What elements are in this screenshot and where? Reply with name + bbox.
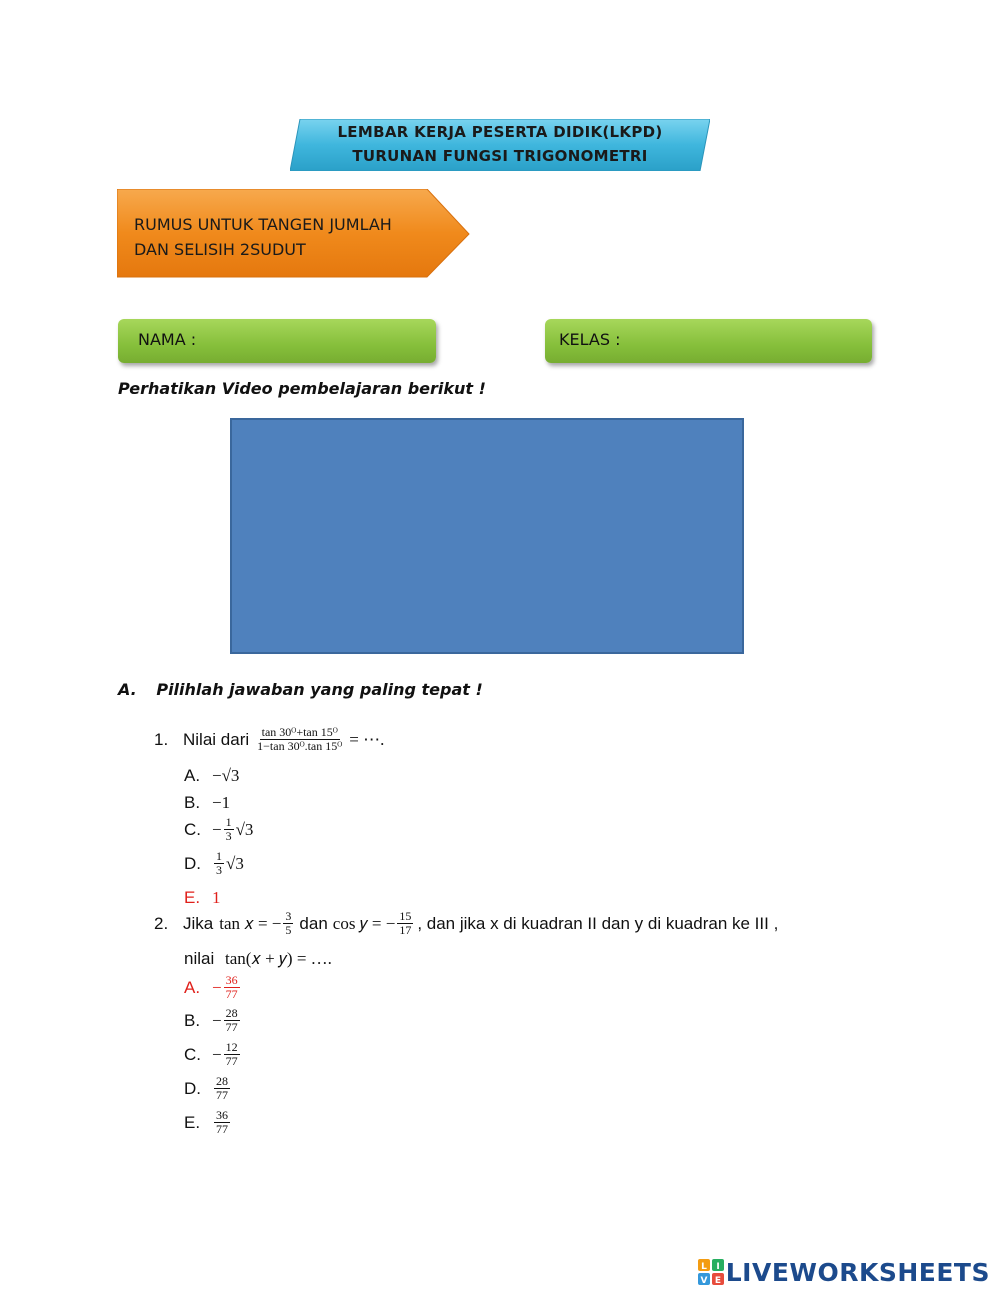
option-fraction [224,974,240,1001]
q1-prefix: Nilai dari [183,729,250,749]
option-minus: − [212,766,222,785]
kelas-field[interactable] [545,319,872,363]
option-letter: C. [184,819,201,839]
q2-tan-numerator: 3 [285,909,292,923]
q2-tan-fraction [283,910,293,937]
option-sqrt: √3 [226,853,244,873]
liveworksheets-logo-text: LIVEWORKSHEETS [725,1257,990,1287]
topic-line-2: DAN SELISIH 2SUDUT [134,240,306,259]
logo-mark-letter: L [700,1262,707,1272]
liveworksheets-logo[interactable] [698,1257,990,1287]
option-denominator: 77 [225,1054,238,1068]
option-fraction [214,1109,230,1136]
option-letter: B. [184,793,201,812]
q1-option-e[interactable] [184,888,221,908]
title-line-1: LEMBAR KERJA PESERTA DIDIK(LKPD) [337,123,663,141]
q1-fraction-denominator: 1−tan 30ᴼ.tan 15ᴼ [257,739,343,753]
q1-fraction [255,726,344,753]
title-banner [290,119,710,171]
logo-mark-letter: I [716,1262,720,1272]
option-numerator: 1 [225,815,232,829]
question-1 [154,726,384,753]
title-line-2: TURUNAN FUNGSI TRIGONOMETRI [352,147,648,165]
q2-cos-numerator: 15 [399,909,412,923]
option-fraction [214,850,224,877]
q2-cos-fraction [397,910,413,937]
logo-mark-letter: V [700,1276,708,1285]
option-value: 1 [212,888,221,907]
q2-line-2 [184,949,332,969]
option-minus: − [212,819,222,839]
q2-option-b[interactable] [184,1007,242,1034]
section-a-label: A. [118,680,137,699]
logo-mark-letter: E [714,1276,721,1285]
option-fraction [224,1041,240,1068]
option-letter: D. [184,1078,201,1098]
option-denominator: 3 [225,829,232,843]
option-denominator: 77 [225,987,238,1001]
topic-arrow-shape [117,189,471,279]
option-letter: A. [184,766,201,785]
q2-part1: Jika [183,913,214,933]
topic-line-1: RUMUS UNTUK TANGEN JUMLAH [134,215,392,234]
q2-cos-denominator: 17 [399,923,412,937]
liveworksheets-logo-icon [698,1259,724,1285]
q2-expression: tan(𝑥 + 𝑦) = …. [224,949,332,968]
q2-option-a[interactable] [184,974,242,1001]
section-a-title: Pilihlah jawaban yang paling tepat ! [156,680,483,699]
q2-option-c[interactable] [184,1041,242,1068]
option-numerator: 36 [216,1108,228,1122]
q1-number: 1. [154,729,169,749]
video-instruction: Perhatikan Video pembelajaran berikut ! [118,379,486,398]
video-player[interactable] [230,418,744,654]
q2-part2: , dan jika x di kuadran II dan y di kuadran ke III , [417,913,779,933]
option-letter: B. [184,1010,201,1030]
option-letter: D. [184,853,201,873]
option-denominator: 77 [216,1122,228,1136]
question-2 [154,910,778,937]
option-letter: E. [184,888,201,907]
option-numerator: 1 [216,849,222,863]
option-denominator: 77 [216,1088,228,1102]
q1-option-d[interactable] [184,850,244,877]
q1-option-a[interactable] [184,766,239,786]
nama-label: NAMA : [138,330,197,349]
option-denominator: 3 [216,863,222,877]
option-minus: − [212,1044,222,1064]
option-numerator: 12 [225,1040,238,1054]
option-value: −1 [212,793,231,812]
q2-tan-denominator: 5 [285,923,292,937]
option-minus: − [212,1010,222,1030]
q2-cos-y: cos 𝑦 = − [332,913,396,933]
q2-option-d[interactable] [184,1075,232,1102]
option-numerator: 28 [225,1006,238,1020]
option-sqrt: √3 [221,766,240,785]
topic-arrow [117,189,471,279]
option-letter: C. [184,1044,201,1064]
option-numerator: 28 [216,1074,228,1088]
option-minus: − [212,977,222,997]
option-denominator: 77 [225,1020,238,1034]
q2-dan: dan [299,913,328,933]
q2-option-e[interactable] [184,1109,232,1136]
nama-field[interactable] [118,319,436,363]
option-letter: A. [184,977,201,997]
q1-option-b[interactable] [184,793,230,813]
q2-nilai: nilai [184,949,215,968]
option-fraction [224,816,234,843]
q2-tan-x: tan 𝑥 = − [219,913,282,933]
q1-fraction-numerator: tan 30ᴼ+tan 15ᴼ [261,725,338,739]
section-a-heading [118,680,483,699]
q1-option-c[interactable] [184,816,253,843]
option-letter: E. [184,1112,201,1132]
kelas-label: KELAS : [559,330,621,349]
q1-suffix: = ⋯. [349,729,385,749]
option-fraction [224,1007,240,1034]
option-fraction [214,1075,230,1102]
option-sqrt: √3 [235,819,254,839]
option-numerator: 36 [225,973,238,987]
q2-number: 2. [154,913,169,933]
